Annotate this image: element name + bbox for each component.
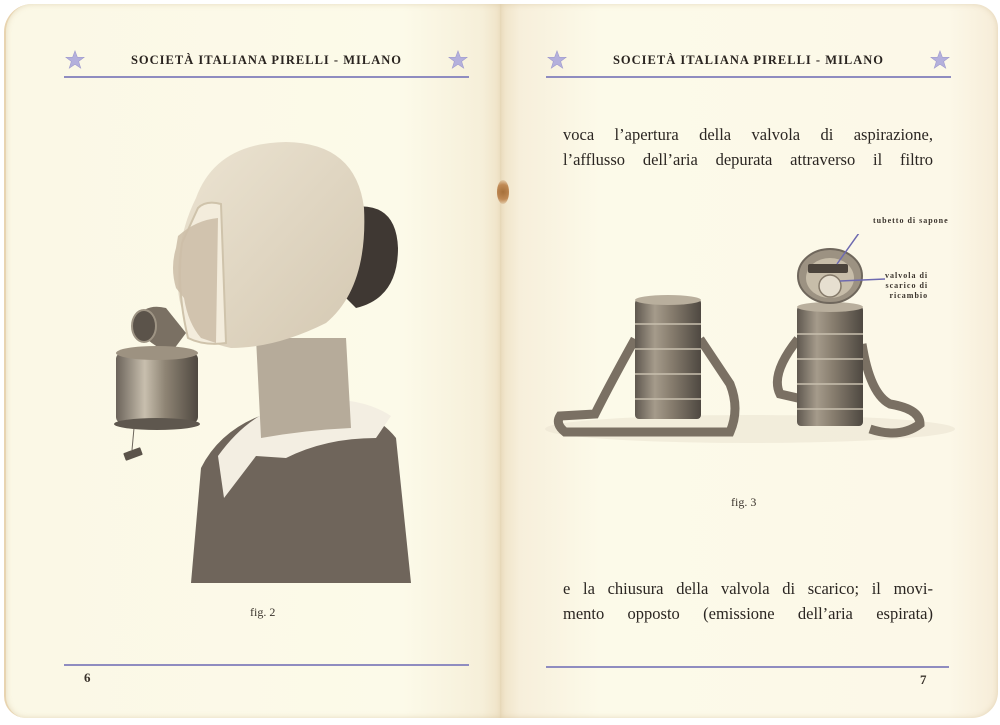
text-line: mento opposto (emissione dell’aria espirata) xyxy=(563,604,933,623)
page-number: 6 xyxy=(84,670,91,685)
text-line: voca l’apertura della valvola di aspirazione, xyxy=(563,125,933,144)
callout-line: scarico di xyxy=(885,281,929,290)
right-page xyxy=(500,4,998,718)
header-rule xyxy=(64,76,469,78)
star-emblem-icon xyxy=(64,49,86,71)
footer-rule xyxy=(64,664,469,666)
header-rule xyxy=(546,76,951,78)
star-emblem-icon xyxy=(929,49,951,71)
body-text-top xyxy=(563,122,933,172)
left-page xyxy=(4,4,502,718)
text-line: l’afflusso dell’aria depurata attraverso il filtro xyxy=(563,150,933,169)
footer-rule xyxy=(546,666,949,668)
callout-soap-tube: tubetto di sapone xyxy=(873,216,949,225)
star-emblem-icon xyxy=(447,49,469,71)
figure-carrying-cases xyxy=(540,234,960,444)
body-text-bottom xyxy=(563,576,933,626)
rust-stain xyxy=(497,180,509,204)
figure-caption: fig. 3 xyxy=(731,495,757,509)
running-head-title: SOCIETÀ ITALIANA PIRELLI - MILANO xyxy=(612,52,884,67)
figure-caption: fig. 2 xyxy=(250,605,276,619)
callout-valve xyxy=(885,271,928,301)
running-head-title: SOCIETÀ ITALIANA PIRELLI - MILANO xyxy=(130,52,402,67)
page-number: 7 xyxy=(920,672,927,687)
figure-gas-mask-portrait xyxy=(106,138,416,588)
text-line: e la chiusura della valvola di scarico; il movi- xyxy=(563,579,933,598)
star-emblem-icon xyxy=(546,49,568,71)
callout-line: valvola di xyxy=(885,271,929,280)
callout-line: ricambio xyxy=(889,291,929,300)
running-head-right xyxy=(546,48,951,72)
running-head-left xyxy=(64,48,469,72)
